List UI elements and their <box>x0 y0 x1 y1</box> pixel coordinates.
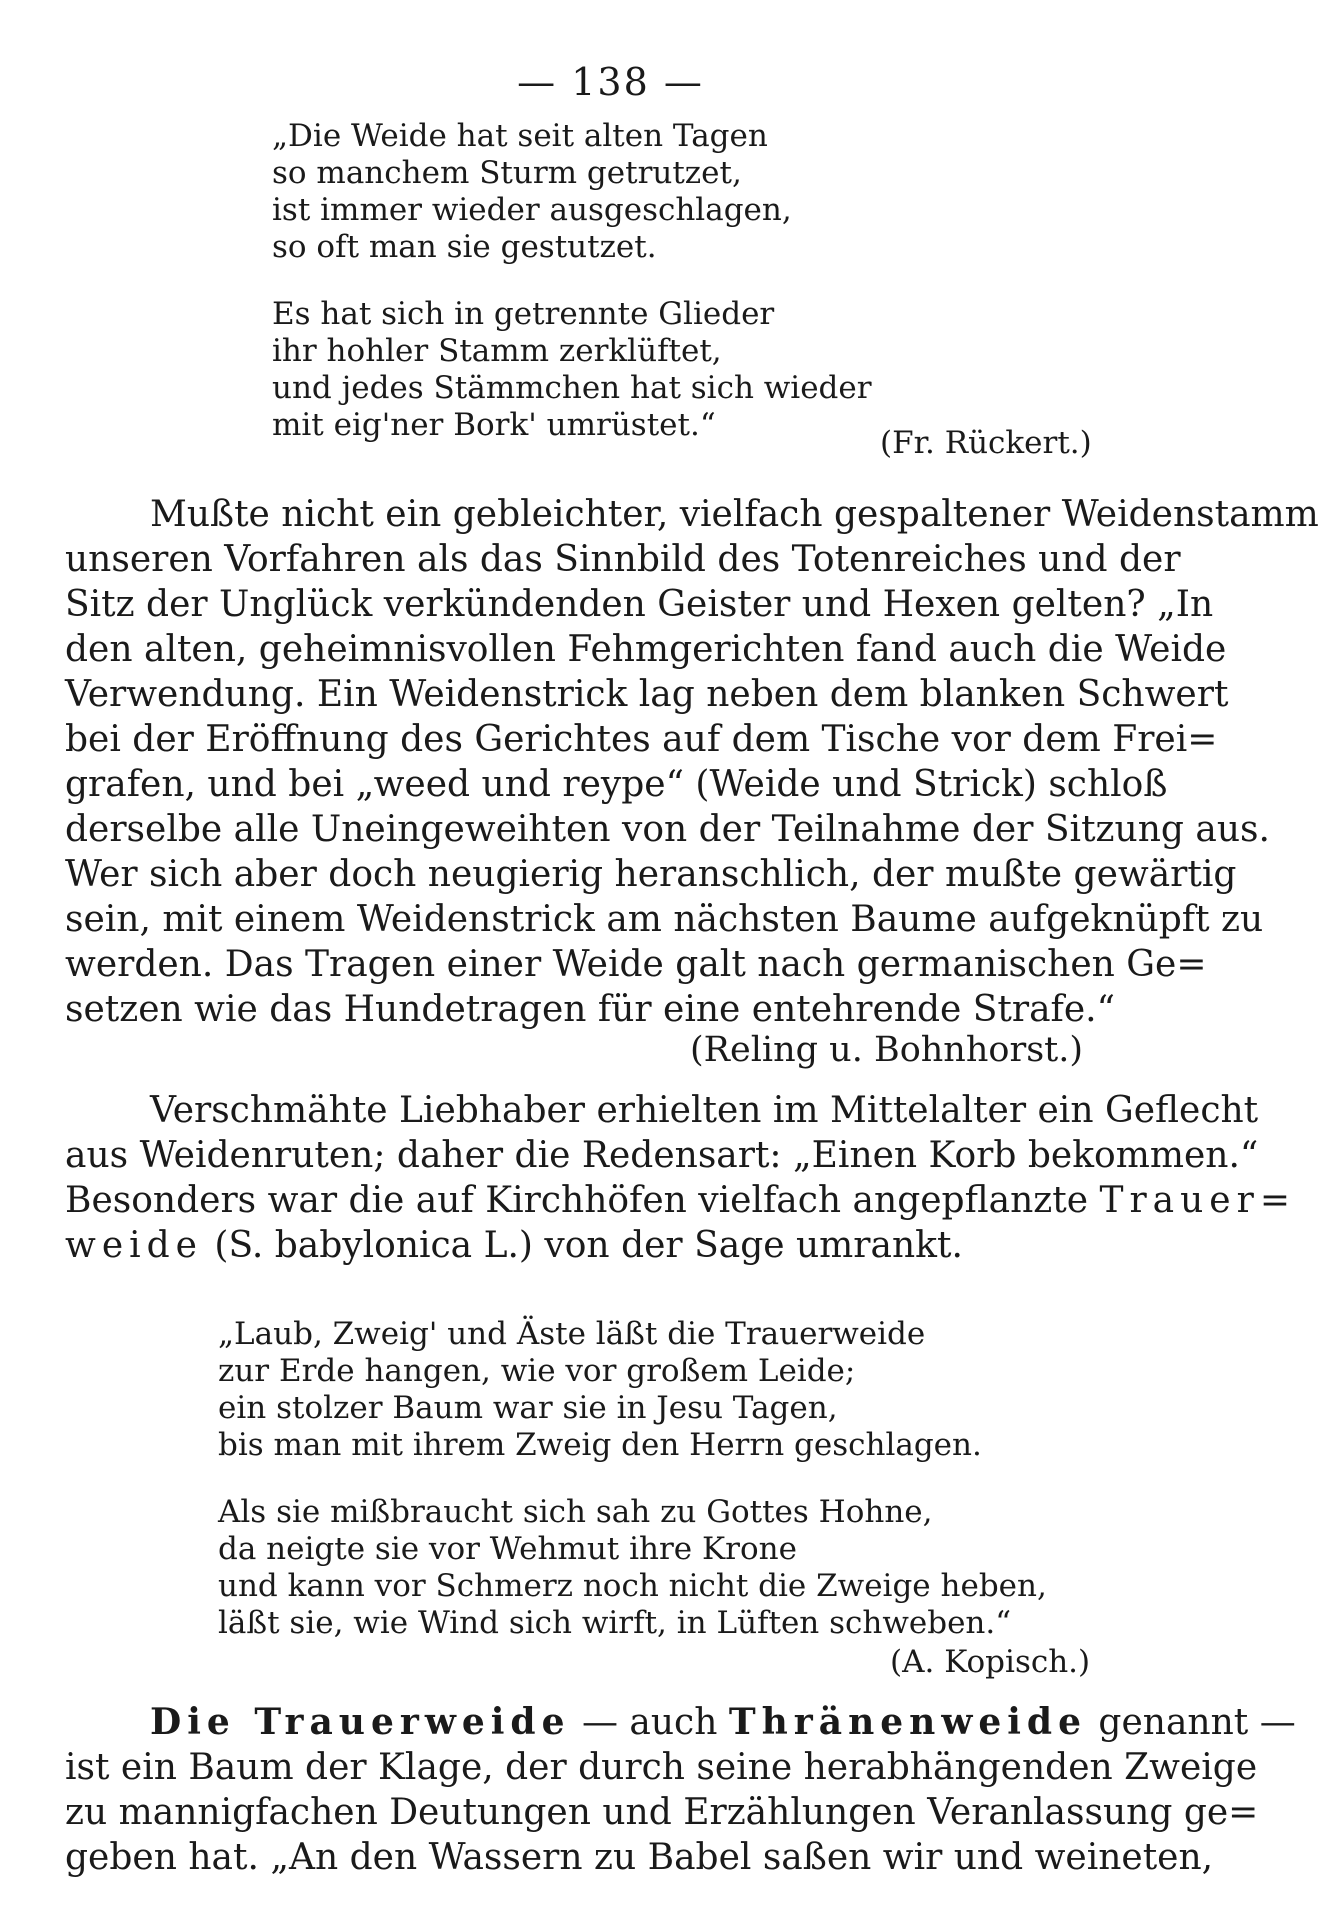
text-line: sein, mit einem Weidenstrick am nächsten Baume aufgeknüpft zu <box>65 899 1264 940</box>
text-line <box>65 1700 1296 1745</box>
text-line: Sitz der Unglück verkündenden Geister und Hexen gelten? „In <box>65 584 1214 625</box>
poem-line: und kann vor Schmerz noch nicht die Zweige heben, <box>218 1568 1047 1604</box>
text-line: Mußte nicht ein gebleichter, vielfach gespaltener Weidenstamm <box>150 494 1319 535</box>
page-number: — 138 — <box>517 60 704 104</box>
emphasized-term: Die Trauerweide <box>150 1701 571 1743</box>
text-run: — auch <box>570 1702 729 1743</box>
paragraph <box>65 1700 1296 1880</box>
text-line: ist ein Baum der Klage, der durch seine herabhängenden Zweige <box>65 1747 1258 1788</box>
poem-stanza <box>218 1316 1047 1464</box>
poem-line: ihr hohler Stamm zerklüftet, <box>272 333 722 369</box>
text-line: bei der Eröffnung des Gerichtes auf dem Tische vor dem Frei= <box>65 719 1218 760</box>
poem-line: so oft man sie gestutzet. <box>272 229 657 265</box>
poem-stanza <box>218 1494 1047 1642</box>
text-line: den alten, geheimnisvollen Fehmgerichten fand auch die Weide <box>65 629 1227 670</box>
poem-line: „Die Weide hat seit alten Tagen <box>272 118 768 154</box>
paragraph <box>65 1088 1296 1268</box>
poem-line: da neigte sie vor Wehmut ihre Krone <box>218 1531 797 1567</box>
poem-line: ist immer wieder ausgeschlagen, <box>272 192 792 228</box>
poem-stanza <box>272 296 872 444</box>
poem-attribution: (A. Kopisch.) <box>890 1644 1091 1680</box>
paragraph <box>65 492 1319 1032</box>
text-line: Wer sich aber doch neugierig heranschlich, der mußte gewärtig <box>65 854 1237 895</box>
text-line: derselbe alle Uneingeweihten von der Teilnahme der Sitzung aus. <box>65 809 1270 850</box>
text-line: geben hat. „An den Wassern zu Babel saßen wir und weineten, <box>65 1837 1214 1878</box>
poem-line: ein stolzer Baum war sie in Jesu Tagen, <box>218 1390 838 1426</box>
text-line: Verschmähte Liebhaber erhielten im Mittelalter ein Geflecht <box>150 1090 1259 1131</box>
emphasized-term: weide <box>65 1225 203 1266</box>
text-line <box>65 1223 1145 1268</box>
poem-line: Es hat sich in getrennte Glieder <box>272 296 775 332</box>
text-run: (S. babylonica L.) von der Sage umrankt. <box>202 1225 963 1266</box>
poem-line: läßt sie, wie Wind sich wirft, in Lüften schweben.“ <box>218 1605 1012 1641</box>
poem-stanza <box>272 118 872 266</box>
text-line: unseren Vorfahren als das Sinnbild des Totenreiches und der <box>65 539 1181 580</box>
poem-rueckert <box>272 118 872 474</box>
poem-attribution: (Fr. Rückert.) <box>880 425 1092 461</box>
poem-line: und jedes Stämmchen hat sich wieder <box>272 370 872 406</box>
poem-line: Als sie mißbraucht sich sah zu Gottes Hohne, <box>218 1494 933 1530</box>
poem-kopisch <box>218 1316 1047 1672</box>
text-line: Verwendung. Ein Weidenstrick lag neben dem blanken Schwert <box>65 674 1229 715</box>
text-line <box>65 1178 1296 1223</box>
poem-line: mit eig'ner Bork' umrüstet.“ <box>272 407 716 443</box>
poem-line: zur Erde hangen, wie vor großem Leide; <box>218 1353 856 1389</box>
emphasized-term: Thränenweide <box>728 1701 1087 1743</box>
poem-line: „Laub, Zweig' und Äste läßt die Trauerweide <box>218 1316 926 1352</box>
text-run: Besonders war die auf Kirchhöfen vielfach angepflanzte <box>65 1180 1100 1221</box>
text-line: setzen wie das Hundetragen für eine entehrende Strafe.“ <box>65 989 1116 1030</box>
emphasized-term: Trauer= <box>1099 1180 1296 1221</box>
text-run: genannt — <box>1086 1702 1296 1743</box>
poem-line: bis man mit ihrem Zweig den Herrn geschlagen. <box>218 1427 982 1463</box>
text-line: grafen, und bei „weed und reype“ (Weide und Strick) schloß <box>65 764 1168 805</box>
poem-line: so manchem Sturm getrutzet, <box>272 155 742 191</box>
paragraph-attribution: (Reling u. Bohnhorst.) <box>690 1030 1083 1070</box>
text-line: aus Weidenruten; daher die Redensart: „Einen Korb bekommen.“ <box>65 1135 1259 1176</box>
text-line: zu mannigfachen Deutungen und Erzählungen Veranlassung ge= <box>65 1792 1259 1833</box>
text-line: werden. Das Tragen einer Weide galt nach germanischen Ge= <box>65 944 1207 985</box>
